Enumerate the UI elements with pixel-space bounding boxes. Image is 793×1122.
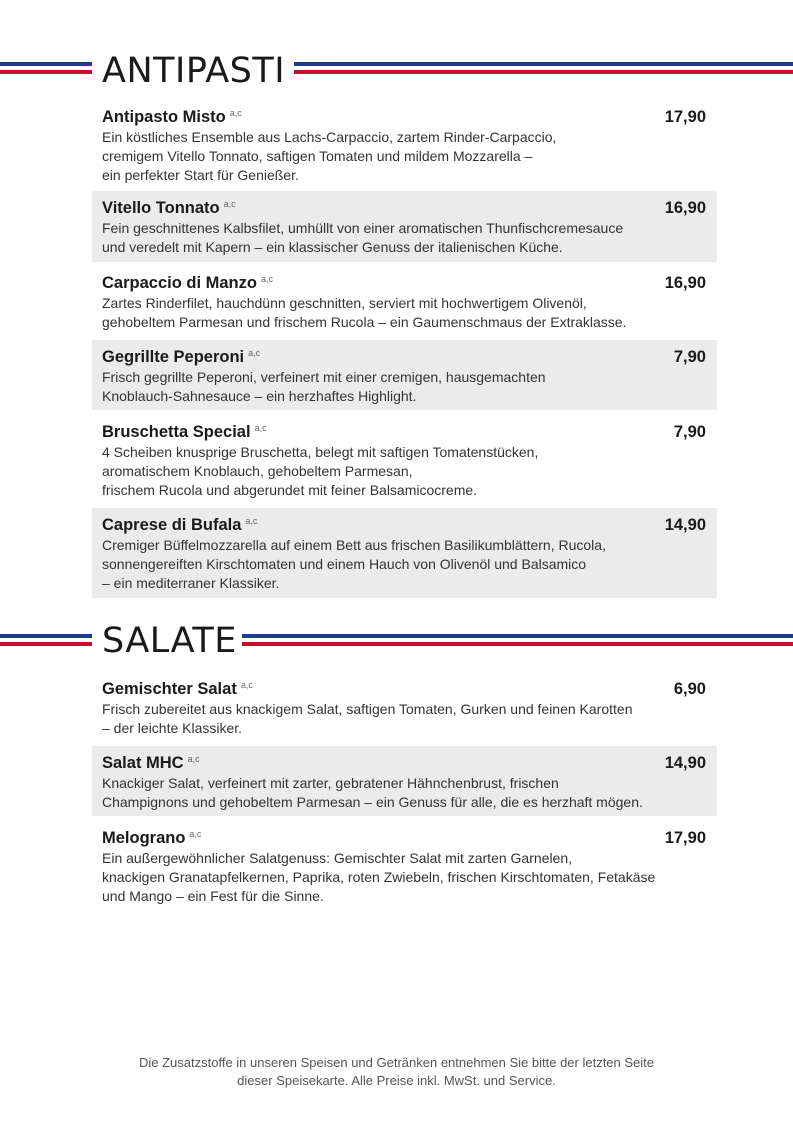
section-header-salate: [0, 621, 793, 661]
item-description-line: Ein köstliches Ensemble aus Lachs-Carpaccio, zartem Rinder-Carpaccio,: [102, 129, 557, 145]
item-name: Melograno: [102, 829, 186, 847]
item-name: Gemischter Salat: [102, 680, 237, 698]
footer-note: [0, 1054, 793, 1090]
allergen-codes: a,c: [240, 679, 253, 690]
item-description-line: gehobeltem Parmesan und frischem Rucola – ein Gaumenschmaus der Extraklasse.: [102, 314, 627, 330]
menu-item: [92, 508, 717, 598]
item-name: Antipasto Misto: [102, 108, 226, 126]
item-description-line: Cremiger Büffelmozzarella auf einem Bett aus frischen Basilikumblättern, Rucola,: [102, 537, 606, 553]
item-price: 17,90: [664, 108, 706, 126]
item-price: 16,90: [664, 199, 706, 217]
menu-item: [92, 746, 717, 816]
item-description-line: frischem Rucola und abgerundet mit feiner Balsamicocreme.: [102, 482, 478, 498]
item-description-line: Fein geschnittenes Kalbsfilet, umhüllt von einer aromatischen Thunfischcremesauce: [102, 220, 624, 236]
item-description-line: Champignons und gehobeltem Parmesan – ein Genuss für alle, die es herzhaft mögen.: [102, 794, 643, 810]
item-description-line: Frisch zubereitet aus knackigem Salat, saftigen Tomaten, Gurken und feinen Karotten: [102, 701, 633, 717]
menu-item: [92, 266, 717, 336]
allergen-codes: a,c: [245, 515, 258, 526]
allergen-codes: a,c: [223, 198, 236, 209]
section-header-antipasti: [0, 51, 793, 91]
flag-stripes-right: [242, 634, 793, 648]
footer-line: dieser Speisekarte. Alle Preise inkl. MwSt. und Service.: [237, 1073, 556, 1088]
item-description-line: aromatischem Knoblauch, gehobeltem Parmesan,: [102, 463, 413, 479]
item-description-line: Frisch gegrillte Peperoni, verfeinert mit einer cremigen, hausgemachten: [102, 369, 546, 385]
flag-stripes-left: [0, 62, 92, 76]
section-title: SALATE: [102, 621, 237, 661]
item-description-line: Ein außergewöhnlicher Salatgenuss: Gemischter Salat mit zarten Garnelen,: [102, 850, 573, 866]
item-name: Vitello Tonnato: [102, 199, 220, 217]
item-price: 6,90: [673, 680, 706, 698]
item-description-line: – der leichte Klassiker.: [102, 720, 243, 736]
item-name: Bruschetta Special: [102, 423, 251, 441]
section-title: ANTIPASTI: [102, 51, 286, 91]
allergen-codes: a,c: [248, 347, 261, 358]
item-description-line: Knoblauch-Sahnesauce – ein herzhaftes Highlight.: [102, 388, 417, 404]
menu-item: [92, 100, 717, 189]
item-price: 17,90: [664, 829, 706, 847]
item-price: 14,90: [664, 516, 706, 534]
menu-item: [92, 191, 717, 262]
item-price: 7,90: [673, 348, 706, 366]
menu-item: [92, 821, 717, 911]
item-price: 16,90: [664, 274, 706, 292]
menu-item: [92, 672, 717, 742]
allergen-codes: a,c: [229, 107, 242, 118]
item-name: Caprese di Bufala: [102, 516, 242, 534]
menu-item: [92, 340, 717, 410]
item-name: Carpaccio di Manzo: [102, 274, 257, 292]
item-name: Salat MHC: [102, 754, 184, 772]
item-description-line: und Mango – ein Fest für die Sinne.: [102, 888, 324, 904]
allergen-codes: a,c: [254, 422, 267, 433]
flag-stripes-right: [294, 62, 793, 76]
item-price: 7,90: [673, 423, 706, 441]
menu-item: [92, 415, 717, 505]
allergen-codes: a,c: [189, 828, 202, 839]
item-name: Gegrillte Peperoni: [102, 348, 245, 366]
item-price: 14,90: [664, 754, 706, 772]
flag-stripes-left: [0, 634, 92, 648]
allergen-codes: a,c: [260, 273, 273, 284]
item-description-line: cremigem Vitello Tonnato, saftigen Tomaten und mildem Mozzarella –: [102, 148, 533, 164]
item-description-line: sonnengereiften Kirschtomaten und einem Hauch von Olivenöl und Balsamico: [102, 556, 587, 572]
item-description-line: 4 Scheiben knusprige Bruschetta, belegt mit saftigen Tomatenstücken,: [102, 444, 539, 460]
item-description-line: knackigen Granatapfelkernen, Paprika, roten Zwiebeln, frischen Kirschtomaten, Fetakäse: [102, 869, 656, 885]
item-description-line: Zartes Rinderfilet, hauchdünn geschnitten, serviert mit hochwertigem Olivenöl,: [102, 295, 587, 311]
footer-line: Die Zusatzstoffe in unseren Speisen und Getränken entnehmen Sie bitte der letzten Seite: [138, 1055, 655, 1070]
item-description-line: und veredelt mit Kapern – ein klassischer Genuss der italienischen Küche.: [102, 239, 563, 255]
allergen-codes: a,c: [187, 753, 200, 764]
item-description-line: – ein mediterraner Klassiker.: [102, 575, 280, 591]
item-description-line: Knackiger Salat, verfeinert mit zarter, gebratener Hähnchenbrust, frischen: [102, 775, 559, 791]
item-description-line: ein perfekter Start für Genießer.: [102, 167, 299, 183]
